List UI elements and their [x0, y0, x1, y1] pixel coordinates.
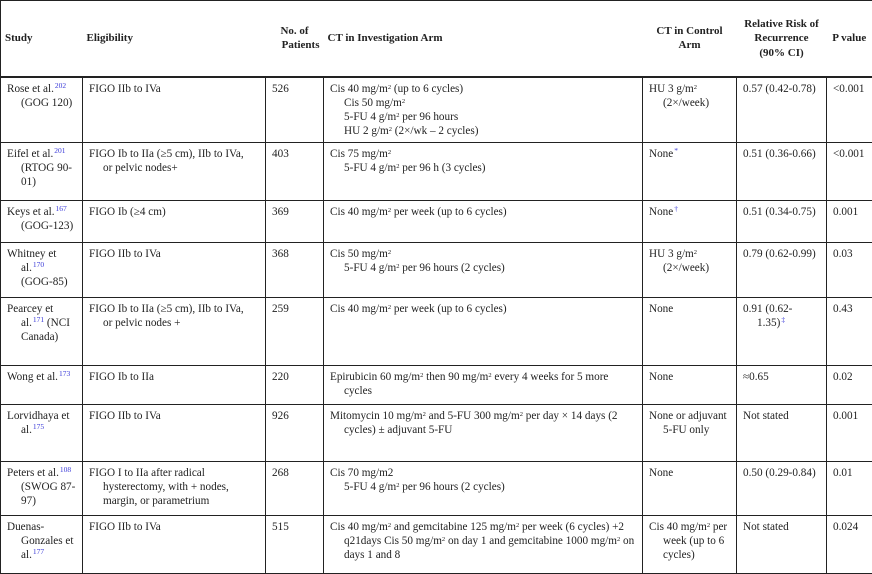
rr-line: Not stated — [743, 520, 820, 534]
superscript-2: 2 — [402, 98, 405, 105]
table-row — [1, 243, 872, 298]
table-row — [1, 462, 872, 516]
superscript-2: 2 — [396, 482, 399, 489]
reference-link[interactable]: 173 — [59, 369, 70, 378]
header-rr-line3: (90% CI) — [741, 46, 823, 61]
study-name-wrap — [7, 520, 76, 563]
investigation-line: Mitomycin 10 $mg/m^2$ and 5-FU 300 $mg/m^2$ per day × 14 days (2 cycles) ± adjuvant 5-FU — [330, 409, 636, 437]
reference-link[interactable]: 175 — [33, 422, 44, 431]
reference-link[interactable]: 202 — [55, 81, 66, 90]
investigation-arm-cell — [324, 462, 643, 516]
control-arm-cell — [643, 77, 737, 143]
study-subtitle: (RTOG 90-01) — [21, 162, 72, 188]
reference-link[interactable]: 171 — [33, 315, 44, 324]
patients-cell: 220 — [266, 366, 324, 405]
investigation-arm-cell — [324, 516, 643, 574]
study-name: Peters et al. — [7, 467, 59, 479]
eligibility-cell — [83, 366, 266, 405]
table-row — [1, 143, 872, 201]
study-name: Duenas-Gonzales et al. — [7, 521, 74, 561]
eligibility-line: FIGO IIb to IVa — [89, 247, 259, 261]
investigation-line: HU 2 $g/m^2$ (2×/wk – 2 cycles) — [330, 124, 636, 138]
control-line: None or adjuvant 5-FU only — [649, 409, 730, 437]
pvalue-cell: 0.02 — [827, 366, 872, 405]
study-name-wrap — [7, 147, 76, 190]
control-arm-cell — [643, 201, 737, 243]
study-subtitle: (NCI Canada) — [21, 317, 70, 343]
study-name: Pearcey et al. — [7, 303, 53, 329]
study-cell — [1, 143, 83, 201]
investigation-line: 5-FU 4 $g/m^2$ per 96 hours (2 cycles) — [330, 261, 636, 275]
rr-line: 0.50 (0.29-0.84) — [743, 466, 820, 480]
header-control-line1: CT in Control — [647, 24, 733, 39]
relative-risk-cell — [737, 366, 827, 405]
header-patients-line1: No. of — [270, 24, 320, 39]
eligibility-cell — [83, 405, 266, 462]
superscript-2: 2 — [420, 372, 423, 379]
superscript-2: 2 — [516, 522, 519, 529]
superscript-2: 2 — [388, 522, 391, 529]
table-header — [1, 1, 872, 77]
relative-risk-cell — [737, 143, 827, 201]
study-cell — [1, 405, 83, 462]
table-body — [1, 77, 872, 574]
superscript-2: 2 — [396, 112, 399, 119]
reference-link[interactable]: 108 — [60, 465, 71, 474]
header-control-arm — [643, 1, 737, 77]
pvalue-cell: 0.001 — [827, 405, 872, 462]
eligibility-cell — [83, 143, 266, 201]
investigation-arm-cell — [324, 366, 643, 405]
footnote-mark[interactable]: † — [674, 204, 678, 213]
investigation-line: Cis 50 $mg/m^2$ — [330, 247, 636, 261]
relative-risk-cell — [737, 462, 827, 516]
study-cell — [1, 201, 83, 243]
investigation-arm-cell — [324, 405, 643, 462]
rr-line: 0.51 (0.34-0.75) — [743, 205, 820, 219]
eligibility-line: or pelvic nodes + — [89, 316, 259, 330]
control-line: None† — [649, 205, 730, 219]
investigation-line: Cis 75 $mg/m^2$ — [330, 147, 636, 161]
rr-line: ≈0.65 — [743, 370, 820, 384]
superscript-2: 2 — [488, 372, 491, 379]
eligibility-cell — [83, 462, 266, 516]
study-name: Whitney et al. — [7, 248, 56, 274]
reference-link[interactable]: 177 — [33, 547, 44, 556]
patients-cell: 259 — [266, 298, 324, 366]
eligibility-cell — [83, 201, 266, 243]
superscript-2: 2 — [396, 263, 399, 270]
header-eligibility: Eligibility — [83, 1, 266, 77]
study-cell — [1, 77, 83, 143]
pvalue-cell: 0.03 — [827, 243, 872, 298]
rr-line: 0.51 (0.36-0.66) — [743, 147, 820, 161]
investigation-line: Cis 50 $mg/m^2$ — [330, 96, 636, 110]
relative-risk-cell — [737, 405, 827, 462]
patients-cell: 403 — [266, 143, 324, 201]
pvalue-cell: 0.001 — [827, 201, 872, 243]
investigation-line: Cis 40 $mg/m^2$ per week (up to 6 cycles) — [330, 302, 636, 316]
table-row — [1, 201, 872, 243]
investigation-arm-cell — [324, 77, 643, 143]
investigation-line: Cis 40 $mg/m^2$ per week (up to 6 cycles) — [330, 205, 636, 219]
study-cell — [1, 366, 83, 405]
header-control-line2: Arm — [647, 38, 733, 53]
study-cell — [1, 298, 83, 366]
control-line: Cis 40 $mg/m^2$ per week (up to 6 cycles) — [649, 520, 730, 563]
superscript-2: 2 — [388, 149, 391, 156]
investigation-arm-cell — [324, 243, 643, 298]
eligibility-line: FIGO Ib (≥4 cm) — [89, 205, 259, 219]
relative-risk-cell — [737, 77, 827, 143]
study-cell — [1, 516, 83, 574]
superscript-2: 2 — [707, 522, 710, 529]
rr-line: Not stated — [743, 409, 820, 423]
superscript-2: 2 — [520, 411, 523, 418]
header-row — [1, 1, 872, 77]
relative-risk-cell — [737, 243, 827, 298]
control-line: HU 3 $g/m^2$ — [649, 82, 730, 96]
study-name: Eifel et al. — [7, 148, 53, 160]
eligibility-line: FIGO IIb to IVa — [89, 82, 259, 96]
study-cell — [1, 462, 83, 516]
study-name-wrap — [7, 466, 76, 509]
rr-line: 0.79 (0.62-0.99) — [743, 247, 820, 261]
superscript-2: 2 — [388, 249, 391, 256]
patients-cell: 515 — [266, 516, 324, 574]
control-arm-cell — [643, 243, 737, 298]
control-arm-cell — [643, 298, 737, 366]
superscript-2: 2 — [442, 536, 445, 543]
eligibility-line: FIGO I to IIa after radical hysterectomy, with + nodes, margin, or parametrium — [89, 466, 259, 509]
header-patients-line2: Patients — [270, 38, 320, 53]
rr-line: 0.57 (0.42-0.78) — [743, 82, 820, 96]
study-subtitle: (GOG-123) — [21, 220, 73, 232]
study-subtitle: (GOG 120) — [21, 97, 72, 109]
superscript-2: 2 — [617, 536, 620, 543]
header-study: Study — [1, 1, 83, 77]
study-name: Wong et al. — [7, 371, 58, 383]
reference-link[interactable]: 170 — [33, 260, 44, 269]
control-arm-cell — [643, 143, 737, 201]
table-row — [1, 516, 872, 574]
study-name-wrap — [7, 302, 76, 345]
pvalue-cell: 0.024 — [827, 516, 872, 574]
investigation-arm-cell — [324, 201, 643, 243]
control-arm-cell — [643, 462, 737, 516]
investigation-arm-cell — [324, 143, 643, 201]
header-investigation-arm: CT in Investigation Arm — [324, 1, 643, 77]
pvalue-cell: <0.001 — [827, 77, 872, 143]
eligibility-line: FIGO Ib to IIa (≥5 cm), IIb to IVa, — [89, 302, 259, 316]
investigation-line: Cis 70 mg/m2 — [330, 466, 636, 480]
study-name-wrap — [7, 370, 76, 384]
superscript-2: 2 — [396, 163, 399, 170]
footnote-mark[interactable]: ‡ — [781, 315, 785, 324]
patients-cell: 526 — [266, 77, 324, 143]
superscript-2: 2 — [694, 249, 697, 256]
pvalue-cell: <0.001 — [827, 143, 872, 201]
header-rr-line2: Recurrence — [741, 31, 823, 46]
study-subtitle: (GOG-85) — [21, 276, 68, 288]
table-row — [1, 298, 872, 366]
footnote-mark[interactable]: * — [674, 146, 678, 155]
superscript-2: 2 — [388, 84, 391, 91]
header-pvalue: P value — [827, 1, 872, 77]
eligibility-cell — [83, 77, 266, 143]
table-row — [1, 366, 872, 405]
rr-line: 1.35)‡ — [743, 316, 820, 330]
eligibility-line: FIGO IIb to IVa — [89, 520, 259, 534]
control-line: None — [649, 302, 730, 316]
control-arm-cell — [643, 516, 737, 574]
eligibility-line: or pelvic nodes+ — [89, 161, 259, 175]
superscript-2: 2 — [389, 126, 392, 133]
control-line: (2×/week) — [649, 261, 730, 275]
header-rr-line1: Relative Risk of — [741, 17, 823, 32]
control-arm-cell — [643, 405, 737, 462]
control-arm-cell — [643, 366, 737, 405]
control-line: None — [649, 466, 730, 480]
superscript-2: 2 — [694, 84, 697, 91]
investigation-arm-cell — [324, 298, 643, 366]
table-row — [1, 405, 872, 462]
pvalue-cell: 0.01 — [827, 462, 872, 516]
eligibility-cell — [83, 243, 266, 298]
superscript-2: 2 — [423, 411, 426, 418]
control-line: HU 3 $g/m^2$ — [649, 247, 730, 261]
relative-risk-cell — [737, 516, 827, 574]
header-relative-risk — [737, 1, 827, 77]
pvalue-cell: 0.43 — [827, 298, 872, 366]
study-name-wrap — [7, 247, 76, 290]
header-patients — [266, 1, 324, 77]
superscript-2: 2 — [388, 207, 391, 214]
investigation-line: Cis 40 $mg/m^2$ (up to 6 cycles) — [330, 82, 636, 96]
investigation-line: Cis 40 $mg/m^2$ and gemcitabine 125 $mg/m^2$ per week (6 cycles) +2 q21days Cis 50 $mg/m^2$ on day 1 and gemcitabine 1000 $mg/m^2$ on days 1 and 8 — [330, 520, 636, 563]
control-line: None — [649, 370, 730, 384]
reference-link[interactable]: 167 — [56, 204, 67, 213]
investigation-line: 5-FU 4 $g/m^2$ per 96 h (3 cycles) — [330, 161, 636, 175]
eligibility-line: FIGO Ib to IIa (≥5 cm), IIb to IVa, — [89, 147, 259, 161]
study-name: Keys et al. — [7, 206, 55, 218]
patients-cell: 369 — [266, 201, 324, 243]
control-line: (2×/week) — [649, 96, 730, 110]
patients-cell: 368 — [266, 243, 324, 298]
control-line: None* — [649, 147, 730, 161]
investigation-line: Epirubicin 60 $mg/m^2$ then 90 $mg/m^2$ every 4 weeks for 5 more cycles — [330, 370, 636, 398]
patients-cell: 268 — [266, 462, 324, 516]
study-name-wrap — [7, 82, 76, 110]
rr-line: 0.91 (0.62- — [743, 302, 820, 316]
reference-link[interactable]: 201 — [54, 146, 65, 155]
relative-risk-cell — [737, 298, 827, 366]
study-cell — [1, 243, 83, 298]
investigation-line: 5-FU 4 $g/m^2$ per 96 hours (2 cycles) — [330, 480, 636, 494]
patients-cell: 926 — [266, 405, 324, 462]
study-name: Rose et al. — [7, 83, 54, 95]
eligibility-line: FIGO IIb to IVa — [89, 409, 259, 423]
eligibility-cell — [83, 298, 266, 366]
study-name-wrap — [7, 205, 76, 233]
table-row — [1, 77, 872, 143]
study-name: Lorvidhaya et al. — [7, 410, 69, 436]
study-subtitle: (SWOG 87-97) — [21, 481, 75, 507]
eligibility-cell — [83, 516, 266, 574]
eligibility-line: FIGO Ib to IIa — [89, 370, 259, 384]
superscript-2: 2 — [388, 304, 391, 311]
investigation-line: 5-FU 4 $g/m^2$ per 96 hours — [330, 110, 636, 124]
relative-risk-cell — [737, 201, 827, 243]
study-name-wrap — [7, 409, 76, 437]
